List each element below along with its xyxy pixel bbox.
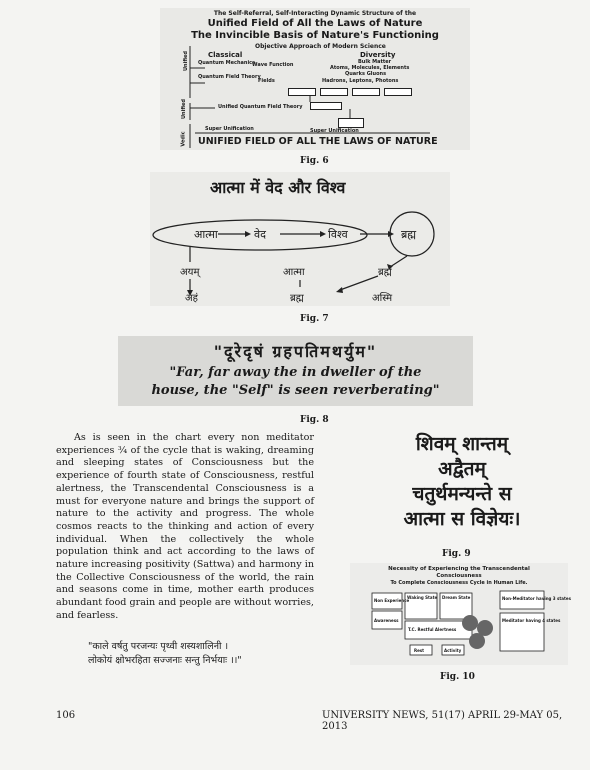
fig6-atoms: Atoms, Molecules, Elements xyxy=(330,65,410,71)
fig7-row3-1: अहं xyxy=(185,293,198,304)
fig6-lines xyxy=(160,8,470,150)
figure-8-banner xyxy=(118,336,473,406)
fig7-circle-label: ब्रह्म xyxy=(401,228,417,241)
fig7-row3-3: अस्मि xyxy=(372,293,393,304)
fig10-box-3: Dream State xyxy=(442,595,471,600)
fig10-box-9: Meditator having 4 states xyxy=(502,618,561,623)
fig6-side-label-1: Unified xyxy=(183,50,190,72)
fig7-oval-item-2: वेद xyxy=(254,228,266,241)
fig6-quantum-field: Quantum Field Theory xyxy=(198,74,261,80)
fig6-fields: Fields xyxy=(258,78,275,84)
figure-9-sanskrit xyxy=(362,432,562,547)
fig10-caption: Fig. 10 xyxy=(440,672,475,682)
fig8-english2: house, the "Self" is seen reverberating" xyxy=(151,383,440,398)
fig6-caption: Fig. 6 xyxy=(300,156,329,166)
fig6-side-label-3: Vedic xyxy=(180,131,187,147)
fig10-title3: To Complete Consciousness Cycle in Human Life. xyxy=(390,580,528,586)
fig9-line-4: आत्मा स विज्ञेयः। xyxy=(403,508,521,530)
fig7-row2-1: अयम् xyxy=(180,267,200,278)
fig8-english1: "Far, far away the in dweller of the xyxy=(169,365,422,380)
fig6-quantum-mech: Quantum Mechanics xyxy=(198,60,256,66)
fig7-row2-2: आत्मा xyxy=(283,267,305,278)
fig6-bottom: UNIFIED FIELD OF ALL THE LAWS OF NATURE xyxy=(198,136,438,147)
sanskrit-verse xyxy=(88,640,308,668)
verse-line-2: लोकोयं क्षोभरहिता सज्जनाः सन्तु निर्भयाः ।।" xyxy=(88,655,242,666)
fig10-box-1: Non Experience xyxy=(374,598,410,603)
page-number: 106 xyxy=(56,710,76,721)
fig6-hadrons: Hadrons, Leptons, Photons xyxy=(322,78,399,84)
journal-citation: UNIVERSITY NEWS, 51(17) APRIL 29-MAY 05, 2013 xyxy=(322,710,563,732)
fig9-line-2: अद्वैतम् xyxy=(438,458,486,480)
fig6-wave: Wave Function xyxy=(252,62,294,68)
figure-6-diagram xyxy=(160,8,470,150)
fig7-caption: Fig. 7 xyxy=(300,314,329,324)
fig6-bulk: Bulk Matter xyxy=(358,59,392,65)
paragraph-text: As is seen in the chart every non meditator experiences ¾ of the cycle that is waking, dreaming and sleeping states of Consciousness but the experience of fourth state of Consciousness, restful alertness, the Transcendental Consciousness is a must for everyone nature and brings the support of nature to the activity and progress. The whole cosmos reacts to the thinking and action of every individual. When the collectively the whole population think and act according to the laws of nature increasing positivity (Sattwa) and harmony in the Collective Consciousness of the world, the rain and seasons come in time, mother earth produces abundant food grain and people are without worries, and fearless. xyxy=(56,432,314,621)
fig9-caption: Fig. 9 xyxy=(442,549,471,559)
verse-line-1: "काले वर्षतु परजन्यः पृथ्वी शस्यशालिनी । xyxy=(88,641,229,652)
fig10-box-7: Activity xyxy=(444,648,462,653)
fig10-title2: Consciousness xyxy=(436,573,482,579)
fig6-diversity: Diversity xyxy=(360,51,396,59)
fig6-top-text: The Self-Referral, Self-Interacting Dynamic Structure of the xyxy=(213,10,417,17)
fig8-caption: Fig. 8 xyxy=(300,415,329,425)
fig10-title1: Necessity of Experiencing the Transcendental xyxy=(388,566,530,572)
fig7-row3-2: ब्रह्म xyxy=(290,293,304,304)
fig6-title1: Unified Field of All the Laws of Nature xyxy=(207,18,423,29)
fig10-box-6: Rest xyxy=(414,648,425,653)
fig6-title2: The Invincible Basis of Nature's Functioning xyxy=(191,30,439,41)
fig10-box-2: Waking State xyxy=(407,595,438,600)
fig7-row2-3: ब्रह्म xyxy=(378,267,392,278)
fig6-unified: Unified Quantum Field Theory xyxy=(218,104,303,110)
figure-10-diagram xyxy=(350,563,571,665)
fig6-classical: Classical xyxy=(208,51,243,59)
fig7-title: आत्मा में वेद और विश्व xyxy=(210,178,346,197)
fig6-side-label-2: Unified xyxy=(181,98,188,120)
figure-7-diagram xyxy=(150,172,450,306)
fig7-oval-item-1: आत्मा xyxy=(194,228,218,241)
body-paragraph xyxy=(56,432,314,623)
fig10-box-4: Awareness xyxy=(374,618,399,623)
fig6-subtitle: Objective Approach of Modern Science xyxy=(255,43,386,50)
fig9-line-3: चतुर्थमन्यन्ते स xyxy=(412,483,512,505)
fig10-box-5: T.C. Restful Alertness xyxy=(408,627,457,632)
fig8-sanskrit: "दूरेदृषं ग्रहपतिमथर्युम" xyxy=(213,342,378,361)
fig9-line-1: शिवम् शान्तम् xyxy=(415,433,509,455)
fig7-oval-item-3: विश्व xyxy=(328,228,348,241)
fig6-quarks: Quarks Gluons xyxy=(345,71,387,77)
fig6-super2: Super Unification xyxy=(310,128,359,134)
fig10-box-8: Non-Meditator having 3 states xyxy=(502,596,571,601)
fig6-super1: Super Unification xyxy=(205,126,254,132)
